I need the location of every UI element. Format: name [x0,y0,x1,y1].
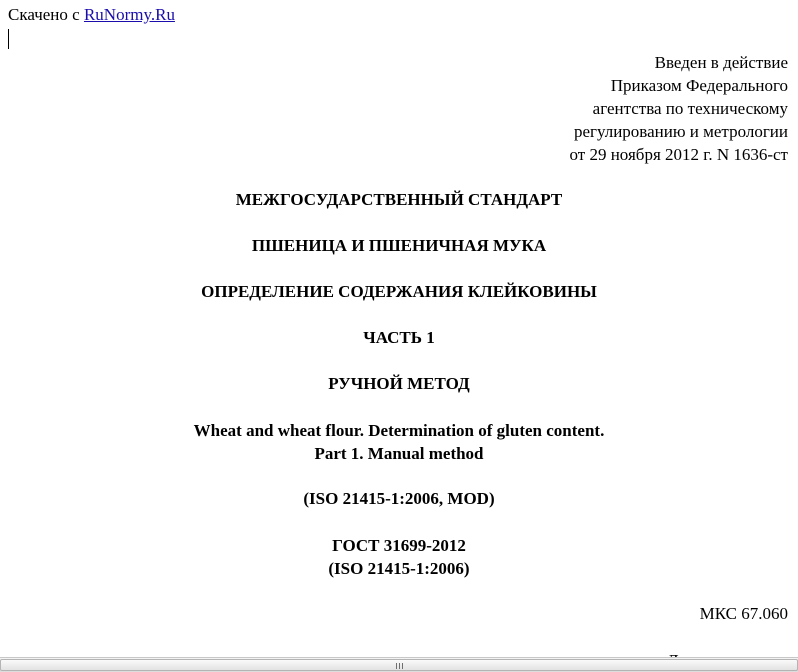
scrollbar-thumb[interactable] [0,659,798,671]
iso-reference: (ISO 21415-1:2006) [328,559,470,578]
approval-block [570,51,789,166]
subject-heading: ПШЕНИЦА И ПШЕНИЧНАЯ МУКА [251,236,547,255]
english-title-line-2: Part 1. Manual method [314,444,484,463]
horizontal-scrollbar[interactable] [0,657,798,672]
source-prefix: Скачено с [8,5,84,24]
method-heading: РУЧНОЙ МЕТОД [328,374,470,393]
source-line [8,5,175,25]
grip-icon [396,663,404,669]
part-heading: ЧАСТЬ 1 [363,328,435,347]
text-cursor [8,29,9,49]
source-link[interactable]: RuNormy.Ru [83,5,175,24]
gost-number: ГОСТ 31699-2012 [332,536,466,555]
approval-line: агентства по техническому [592,99,788,118]
approval-line: Введен в действие [654,53,788,72]
approval-line: регулированию и метрологии [573,122,788,141]
iso-mod-reference: (ISO 21415-1:2006, MOD) [303,489,495,508]
approval-line: Приказом Федерального [610,76,788,95]
english-title-line-1: Wheat and wheat flour. Determination of gluten content. [193,421,605,440]
standard-type-heading: МЕЖГОСУДАРСТВЕННЫЙ СТАНДАРТ [235,190,563,209]
mks-code: МКС 67.060 [699,604,788,623]
approval-line: от 29 ноября 2012 г. N 1636-ст [569,145,788,164]
determination-heading: ОПРЕДЕЛЕНИЕ СОДЕРЖАНИЯ КЛЕЙКОВИНЫ [201,282,597,301]
